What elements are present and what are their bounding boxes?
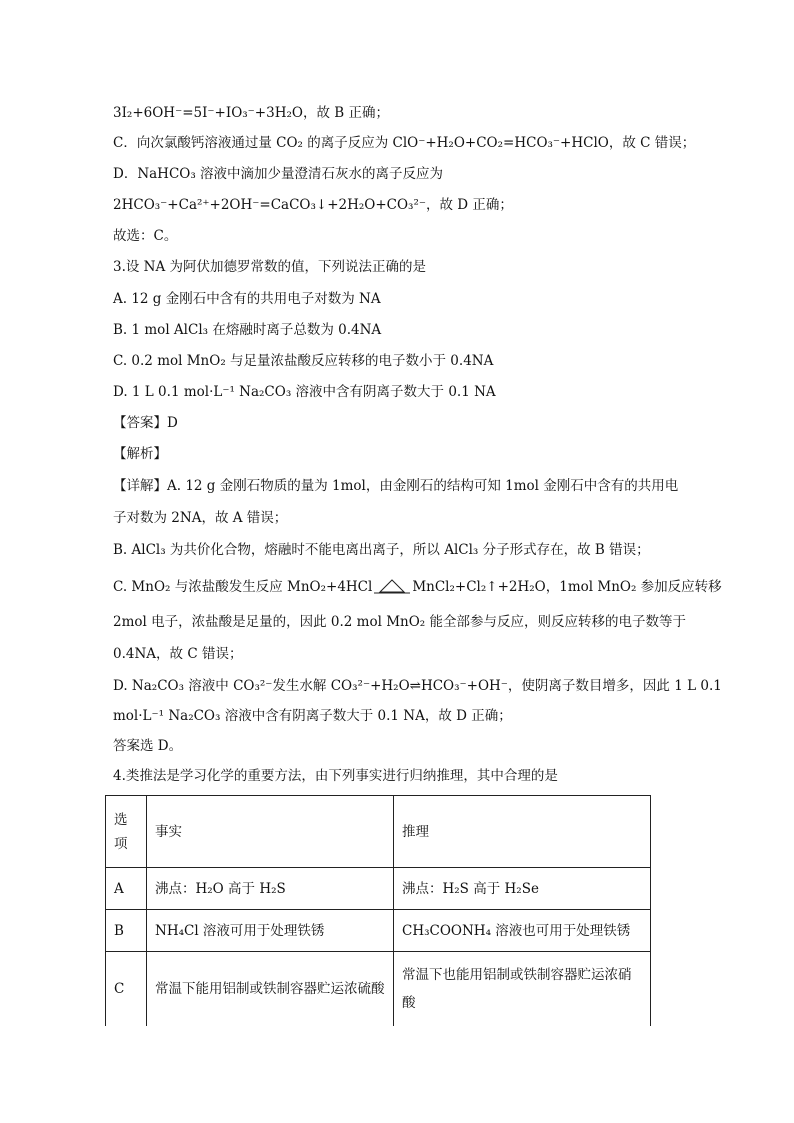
q3-explain-7: D. Na₂CO₃ 溶液中 CO₃²⁻发生水解 CO₃²⁻+H₂O⇌HCO₃⁻+OH⁻，使阴离子数目增多，因此 1 L 0.1 (113, 678, 722, 694)
row-option: C (106, 952, 147, 1026)
table-row (106, 952, 651, 1026)
q3-stem: 3.设 NA 为阿伏加德罗常数的值，下列说法正确的是 (113, 259, 427, 275)
q3-option-d: D. 1 L 0.1 mol·L⁻¹ Na₂CO₃ 溶液中含有阴离子数大于 0.1 NA (113, 384, 496, 400)
header-inference: 推理 (394, 796, 651, 868)
q2-tail-line-1: 3I₂+6OH⁻=5I⁻+IO₃⁻+3H₂O，故 B 正确； (113, 105, 389, 121)
q3-explain-3: B. AlCl₃ 为共价化合物，熔融时不能电离出离子，所以 AlCl₃ 分子形式存在，故 B 错误； (113, 542, 650, 558)
header-fact: 事实 (147, 796, 394, 868)
row-inference: 沸点：H₂S 高于 H₂Se (394, 868, 651, 910)
table-header-row (106, 796, 651, 868)
q3-option-b: B. 1 mol AlCl₃ 在熔融时离子总数为 0.4NA (113, 322, 382, 338)
header-option: 选项 (106, 796, 147, 868)
q3-explain-4 (113, 578, 722, 596)
answer-value: D (167, 415, 178, 431)
q3-explain-8: mol·L⁻¹ Na₂CO₃ 溶液中含有阴离子数大于 0.1 NA，故 D 正确； (113, 708, 512, 724)
explain-text-4a: C. MnO₂ 与浓盐酸发生反应 MnO₂+4HCl (113, 579, 373, 595)
row-fact: 常温下能用铝制或铁制容器贮运浓硫酸 (147, 952, 394, 1026)
q4-table (105, 795, 651, 1026)
q3-explain-2: 子对数为 2NA，故 A 错误； (113, 510, 288, 526)
row-option: A (106, 868, 147, 910)
q3-option-c: C. 0.2 mol MnO₂ 与足量浓盐酸反应转移的电子数小于 0.4NA (113, 353, 494, 369)
row-inference: 常温下也能用铝制或铁制容器贮运浓硝酸 (394, 952, 651, 1026)
row-inference: CH₃COONH₄ 溶液也可用于处理铁锈 (394, 910, 651, 952)
q2-tail-line-3: D．NaHCO₃ 溶液中滴加少量澄清石灰水的离子反应为 (113, 166, 444, 182)
q3-answer (113, 414, 178, 432)
q4-stem: 4.类推法是学习化学的重要方法，由下列事实进行归纳推理，其中合理的是 (113, 768, 558, 784)
table-row (106, 868, 651, 910)
analysis-label: 【解析】 (113, 446, 167, 462)
row-option: B (106, 910, 147, 952)
detail-label: 【详解】 (113, 478, 167, 494)
q2-tail-line-4: 2HCO₃⁻+Ca²⁺+2OH⁻=CaCO₃↓+2H₂O+CO₃²⁻，故 D 正确； (113, 197, 513, 213)
q3-explain-1 (113, 477, 678, 495)
answer-label: 【答案】 (113, 415, 167, 431)
explain-text-4b: MnCl₂+Cl₂↑+2H₂O，1mol MnO₂ 参加反应转移 (412, 579, 722, 595)
q3-explain-9: 答案选 D。 (113, 738, 183, 754)
heat-triangle-icon (372, 578, 412, 594)
q3-option-a: A. 12 g 金刚石中含有的共用电子对数为 NA (113, 291, 381, 307)
q3-explain-6: 0.4NA，故 C 错误； (113, 646, 243, 662)
explain-text-1: A. 12 g 金刚石物质的量为 1mol，由金刚石的结构可知 1mol 金刚石中含有的共用电 (167, 478, 679, 494)
table-row (106, 910, 651, 952)
q2-tail-line-5: 故选：C。 (113, 228, 178, 244)
row-fact: 沸点：H₂O 高于 H₂S (147, 868, 394, 910)
row-fact: NH₄Cl 溶液可用于处理铁锈 (147, 910, 394, 952)
q3-explain-5: 2mol 电子，浓盐酸是足量的，因此 0.2 mol MnO₂ 能全部参与反应，则反应转移的电子数等于 (113, 614, 687, 630)
q2-tail-line-2: C．向次氯酸钙溶液通过量 CO₂ 的离子反应为 ClO⁻+H₂O+CO₂=HCO₃⁻+HClO，故 C 错误； (113, 135, 696, 151)
q3-analysis-label (113, 445, 167, 463)
